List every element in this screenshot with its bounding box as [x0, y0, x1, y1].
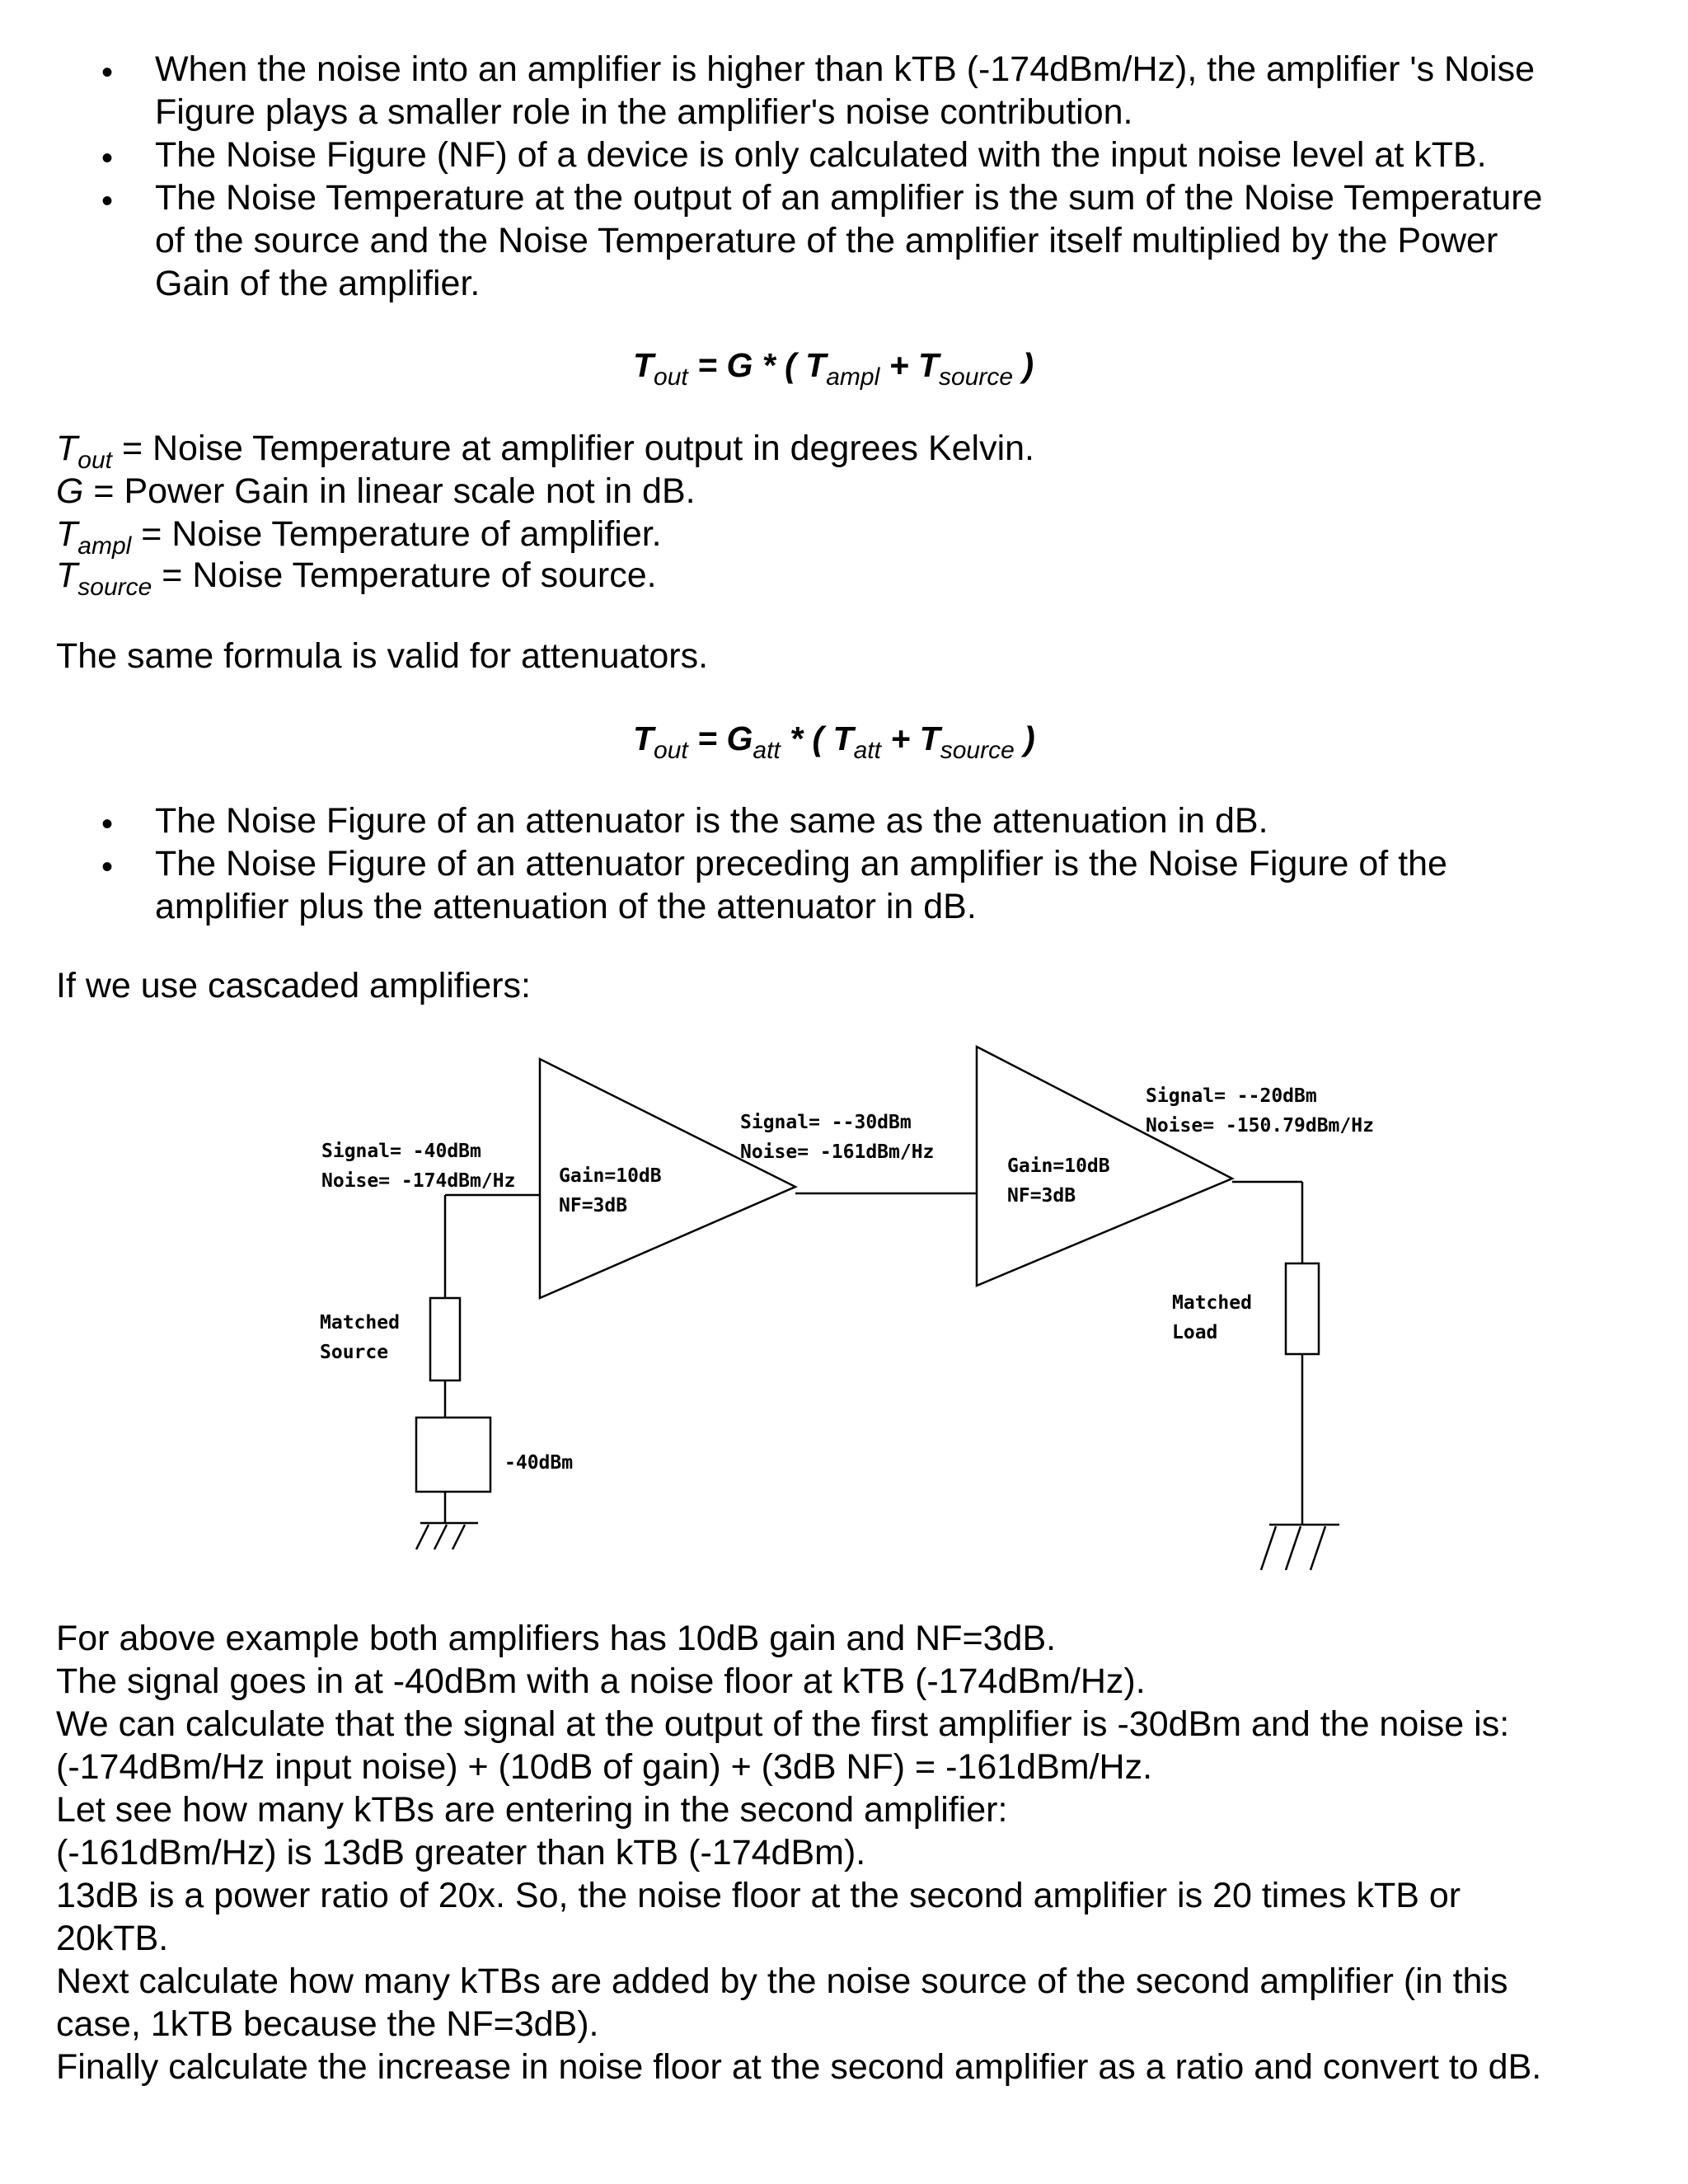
- definition-tampl: $T_{ampl}$ = Noise Temperature of amplifier.: [56, 514, 662, 560]
- output-signal-label: Signal= --20dBm: [1146, 1085, 1317, 1107]
- text-line: Let see how many kTBs are entering in the second amplifier:: [56, 1790, 1008, 1830]
- source-resistor: [430, 1298, 460, 1380]
- definition-g: G = Power Gain in linear scale not in dB.: [56, 471, 696, 511]
- output-noise-label: Noise= -150.79dBm/Hz: [1146, 1115, 1374, 1137]
- load-resistor: [1286, 1263, 1319, 1354]
- text-line: For above example both amplifiers has 10dB gain and NF=3dB.: [56, 1619, 1057, 1658]
- amp1-gain-label: Gain=10dB: [559, 1165, 662, 1187]
- bullet-dot: •: [101, 849, 114, 885]
- text-line: The same formula is valid for attenuators.: [56, 636, 709, 676]
- text-line: case, 1kTB because the NF=3dB).: [56, 2004, 599, 2044]
- text-line: 20kTB.: [56, 1919, 169, 1958]
- text-line: The Noise Temperature at the output of an amplifier is the sum of the Noise Temperature: [155, 178, 1543, 218]
- load-label: Matched: [1172, 1292, 1252, 1314]
- signal-generator: [416, 1418, 490, 1492]
- bullet-dot: •: [101, 183, 114, 219]
- text-line: (-161dBm/Hz) is 13dB greater than kTB (-174dBm).: [56, 1833, 866, 1872]
- definition-tout: $T_{out}$ = Noise Temperature at amplifier output in degrees Kelvin.: [56, 429, 1035, 474]
- text-line: The Noise Figure of an attenuator is the same as the attenuation in dB.: [155, 801, 1268, 841]
- text-line: Gain of the amplifier.: [155, 264, 481, 303]
- bullet-dot: •: [101, 54, 114, 91]
- mid-signal-label: Signal= --30dBm: [740, 1112, 912, 1133]
- text-line: The Noise Figure of an attenuator preceding an amplifier is the Noise Figure of the: [155, 844, 1447, 883]
- formula-amplifier: $T_{out} = G$ * ( $T_{ampl} + T_{source}$ ): [633, 346, 1034, 391]
- bullet-dot: •: [101, 806, 114, 842]
- text-line: If we use cascaded amplifiers:: [56, 966, 531, 1005]
- text-line: Finally calculate the increase in noise floor at the second amplifier as a ratio and convert to dB.: [56, 2047, 1542, 2087]
- load-label: Load: [1172, 1322, 1218, 1343]
- generator-label: -40dBm: [504, 1452, 574, 1474]
- definition-tsource: $T_{source}$ = Noise Temperature of source.: [56, 555, 657, 601]
- formula-attenuator: $T_{out} = G_{att}$ * ( $T_{att} + T_{source}$ ): [633, 719, 1035, 764]
- text-line: Figure plays a smaller role in the amplifier's noise contribution.: [155, 92, 1133, 132]
- source-label: Source: [320, 1342, 389, 1363]
- source-label: Matched: [320, 1312, 400, 1333]
- bullet-dot: •: [101, 140, 114, 176]
- text-line: (-174dBm/Hz input noise) + (10dB of gain) + (3dB NF) = -161dBm/Hz.: [56, 1747, 1153, 1787]
- amp2-gain-label: Gain=10dB: [1007, 1155, 1110, 1177]
- text-line: amplifier plus the attenuation of the attenuator in dB.: [155, 887, 977, 926]
- text-line: The Noise Figure (NF) of a device is only calculated with the input noise level at kTB.: [155, 135, 1487, 175]
- text-line: Next calculate how many kTBs are added by the noise source of the second amplifier (in this: [56, 1961, 1508, 2001]
- mid-noise-label: Noise= -161dBm/Hz: [740, 1141, 935, 1163]
- text-line: The signal goes in at -40dBm with a noise floor at kTB (-174dBm/Hz).: [56, 1661, 1146, 1701]
- input-noise-label: Noise= -174dBm/Hz: [321, 1170, 516, 1192]
- amp2-nf-label: NF=3dB: [1007, 1185, 1076, 1207]
- text-line: of the source and the Noise Temperature of the amplifier itself multiplied by the Power: [155, 221, 1498, 260]
- text-line: We can calculate that the signal at the output of the first amplifier is -30dBm and the noise is:: [56, 1704, 1510, 1744]
- input-signal-label: Signal= -40dBm: [321, 1141, 481, 1162]
- amp1-nf-label: NF=3dB: [559, 1195, 628, 1216]
- text-line: When the noise into an amplifier is higher than kTB (-174dBm/Hz), the amplifier 's Noise: [155, 49, 1535, 89]
- text-line: 13dB is a power ratio of 20x. So, the noise floor at the second amplifier is 20 times kTB or: [56, 1876, 1461, 1915]
